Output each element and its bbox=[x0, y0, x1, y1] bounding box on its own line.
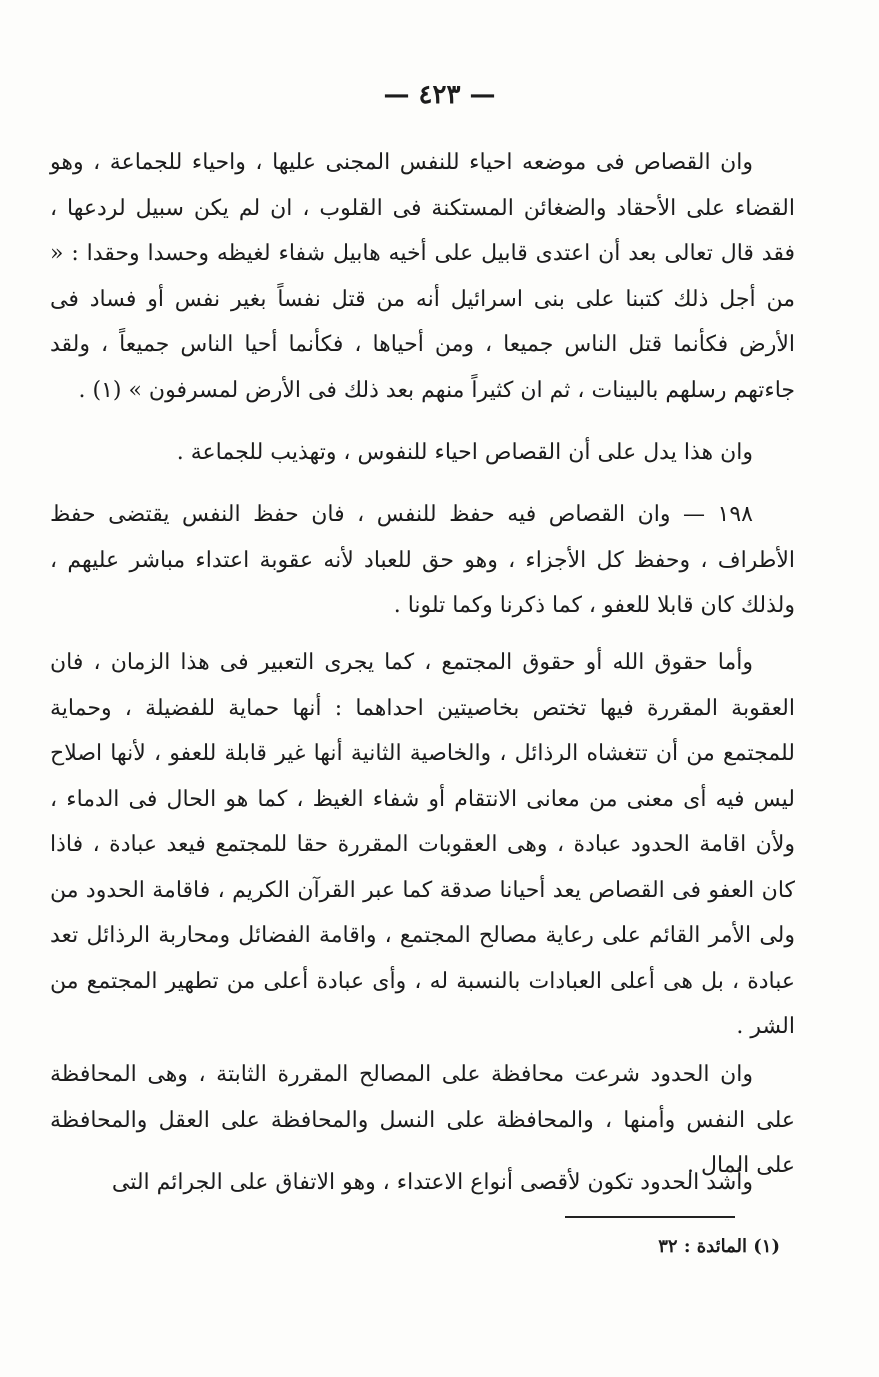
paragraph-text: ١٩٨ — وان القصاص فيه حفظ للنفس ، فان حفظ النفس يقتضى حفظ الأطراف ، وحفظ كل الأجزاء ، وهو حق للعباد لأنه عقوبة اعتداء مباشر عليهم ، ولذلك كان قابلا للعفو ، كما ذكرنا وكما تلونا . bbox=[50, 502, 795, 618]
paragraph-3 bbox=[50, 492, 795, 629]
footnote: (١) المائدة : ٣٢ bbox=[658, 1236, 780, 1257]
paragraph-text: وأما حقوق الله أو حقوق المجتمع ، كما يجرى التعبير فى هذا الزمان ، فان العقوبة المقررة فيها تختص بخاصيتين احداهما : أنها حماية للفضيلة ، وحماية للمجتمع من أن تتغشاه الرذائل ، والخاصية الثانية أنها غير قابلة للعفو ، لأنها اصلاح ليس فيه أى معنى من معانى الانتقام أو شفاء الغيظ ، كما هو الحال فى الدماء ، ولأن اقامة الحدود عبادة ، وهى العقوبات المقررة حقا للمجتمع فيعد عبادة ، فاذا كان العفو فى القصاص يعد أحيانا صدقة كما عبر القرآن الكريم ، فاقامة الحدود من ولى الأمر القائم على رعاية مصالح المجتمع ، واقامة الفضائل ومحاربة الرذائل تعد عبادة ، بل هى أعلى العبادات بالنسبة له ، وأى عبادة أعلى من تطهير المجتمع من الشر . bbox=[50, 650, 795, 1039]
paragraph-4 bbox=[50, 640, 795, 1050]
paragraph-2 bbox=[50, 430, 795, 476]
paragraph-text: وان القصاص فى موضعه احياء للنفس المجنى عليها ، واحياء للجماعة ، وهو القضاء على الأحقاد والضغائن المستكنة فى القلوب ، ان لم يكن سبيل لردعها ، فقد قال تعالى بعد أن اعتدى قابيل على أخيه هابيل شفاء لغيظه وحسدا وحقدا : « من أجل ذلك كتبنا على بنى اسرائيل أنه من قتل نفساً بغير نفس أو فساد فى الأرض فكأنما قتل الناس جميعا ، ومن أحياها ، فكأنما أحيا الناس جميعاً ، ولقد جاءتهم رسلهم بالبينات ، ثم ان كثيراً منهم بعد ذلك فى الأرض لمسرفون » (١) . bbox=[50, 150, 795, 403]
paragraph-text: وأشد الحدود تكون لأقصى أنواع الاعتداء ، وهو الاتفاق على الجرائم التى bbox=[111, 1170, 753, 1195]
footnote-divider bbox=[565, 1216, 735, 1218]
paragraph-6 bbox=[50, 1160, 795, 1206]
paragraph-1 bbox=[50, 140, 795, 413]
paragraph-text: وان هذا يدل على أن القصاص احياء للنفوس ، وتهذيب للجماعة . bbox=[176, 440, 753, 465]
page-number: — ٤٢٣ — bbox=[383, 80, 496, 110]
paragraph-text: وان الحدود شرعت محافظة على المصالح المقررة الثابتة ، وهى المحافظة على النفس وأمنها ، والمحافظة على النسل والمحافظة على العقل والمحافظة على المال . bbox=[50, 1062, 795, 1178]
